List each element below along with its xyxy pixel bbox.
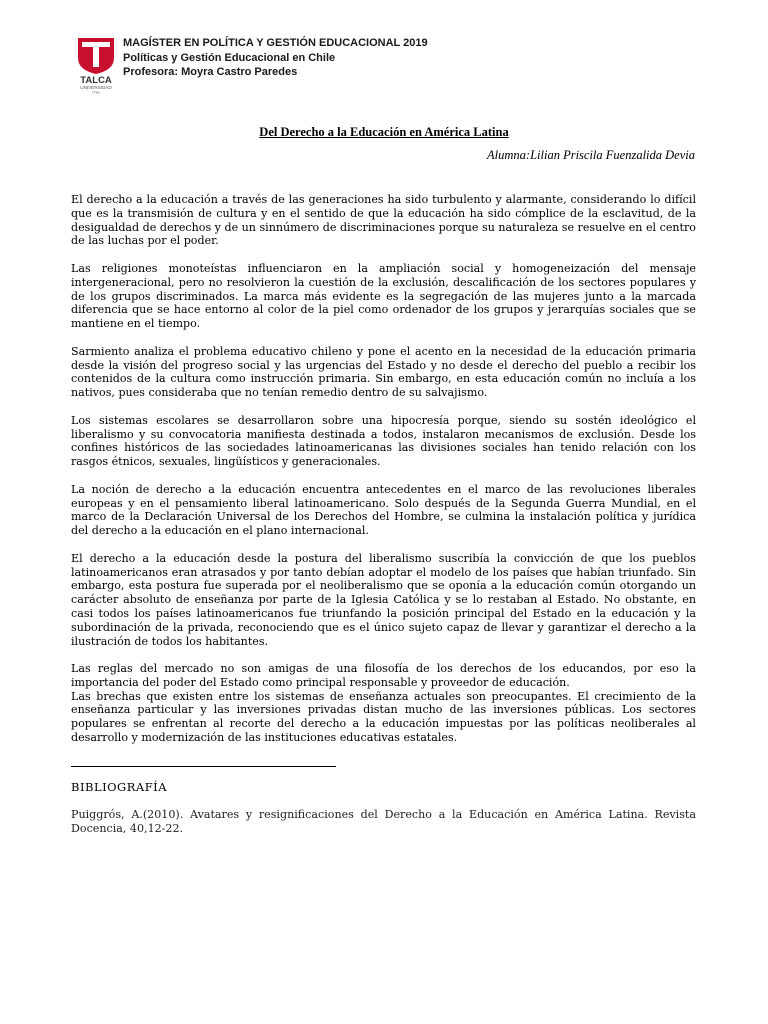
document-body bbox=[71, 193, 696, 759]
paragraph: Las religiones monoteístas influenciaron en la ampliación social y homogeneización del mensaje intergeneracional, pero no resolvieron la cuestión de la exclusión, descalificación de los sectores populares y de los grupos discriminados. La marca más evidente es la segregación de las mujeres junto a la marcada diferencia que se hace entorno al color de la piel como ordenador de los grupos y jerarquías sociales que se mantiene en el tiempo. bbox=[71, 261, 696, 331]
logo-tiny: Chile bbox=[91, 90, 101, 94]
footnote-divider bbox=[71, 766, 336, 767]
university-logo-icon bbox=[76, 36, 116, 94]
paragraph: Las brechas que existen entre los sistemas de enseñanza actuales son preocupantes. El crecimiento de la enseñanza particular y las inversiones privadas distan mucho de las inversiones públicas. Los sectores populares se enfrentan al recorte del derecho a la educación impuestas por las políticas neoliberales al desarrollo y modernización de las instituciones educativas estatales. bbox=[71, 689, 696, 745]
professor-name: Profesora: Moyra Castro Paredes bbox=[123, 66, 298, 78]
paragraph: Sarmiento analiza el problema educativo chileno y pone el acento en la necesidad de la educación primaria desde la visión del progreso social y las urgencias del Estado y no desde el derecho del pueblo a recibir los contenidos de la cultura como instrucción primaria. Sin embargo, en esta educación común no incluía a los nativos, pues consideraba que no tenían remedio dentro de su salvajismo. bbox=[71, 344, 696, 400]
logo-text: TALCA bbox=[80, 75, 112, 86]
paragraph: Las reglas del mercado no son amigas de una filosofía de los derechos de los educandos, por eso la importancia del poder del Estado como principal responsable y proveedor de educación. bbox=[71, 662, 696, 689]
bibliography-heading: BIBLIOGRAFÍA bbox=[71, 780, 168, 794]
document-title: Del Derecho a la Educación en América Latina bbox=[259, 125, 509, 139]
author-line: Alumna:Lilian Priscila Fuenzalida Devia bbox=[487, 148, 695, 162]
paragraph: El derecho a la educación desde la postura del liberalismo suscribía la convicción de que los pueblos latinoamericanos eran atrasados y por tanto debían adoptar el modelo de los países que habían triunfado. Sin embargo, esta postura fue superada por el neoliberalismo que se oponía a la educación común otorgando un carácter absoluto de enseñanza por parte de la Iglesia Católica y se lo restaban al Estado. No obstante, en casi todos los países latinoamericanos fue triunfando la posición principal del Estado en la educación y la subordinación de la privada, reconociendo que es el único sujeto capaz de llevar y garantizar el derecho a la ilustración de todos los habitantes. bbox=[71, 551, 696, 648]
header-text bbox=[123, 36, 428, 80]
document-header bbox=[76, 34, 696, 94]
bibliography-entry: Puiggrós, A.(2010). Avatares y resignificaciones del Derecho a la Educación en América Latina. Revista Docencia, 40,12-22. bbox=[71, 808, 696, 835]
paragraph: El derecho a la educación a través de las generaciones ha sido turbulento y alarmante, considerando lo difícil que es la transmisión de cultura y en el sentido de que la educación ha sido cómplice de la esclavitud, de la desigualdad de derechos y de un sinnúmero de discriminaciones porque su naturaleza se resuelve en el centro de las luchas por el poder. bbox=[71, 193, 696, 248]
course-name: Políticas y Gestión Educacional en Chile bbox=[123, 51, 336, 64]
program-name: MAGÍSTER EN POLÍTICA Y GESTIÓN EDUCACIONAL 2019 bbox=[123, 37, 428, 49]
paragraph: Los sistemas escolares se desarrollaron sobre una hipocresía porque, siendo su sostén ideológico el liberalismo y su convocatoria manifiesta destinada a todos, instalaron mecanismos de exclusión. Desde los confines históricos de las sociedades latinoamericanas las divisiones sociales han tenido relación con los rasgos étnicos, sexuales, lingüísticos y generacionales. bbox=[71, 413, 696, 469]
paragraph: La noción de derecho a la educación encuentra antecedentes en el marco de las revoluciones liberales europeas y en el pensamiento liberal latinoamericano. Solo después de la Segunda Guerra Mundial, en el marco de la Declaración Universal de los Derechos del Hombre, se culmina la instalación política y jurídica del derecho a la educación en el plano internacional. bbox=[71, 482, 696, 538]
logo-subtext: UNIVERSIDAD bbox=[80, 85, 112, 90]
